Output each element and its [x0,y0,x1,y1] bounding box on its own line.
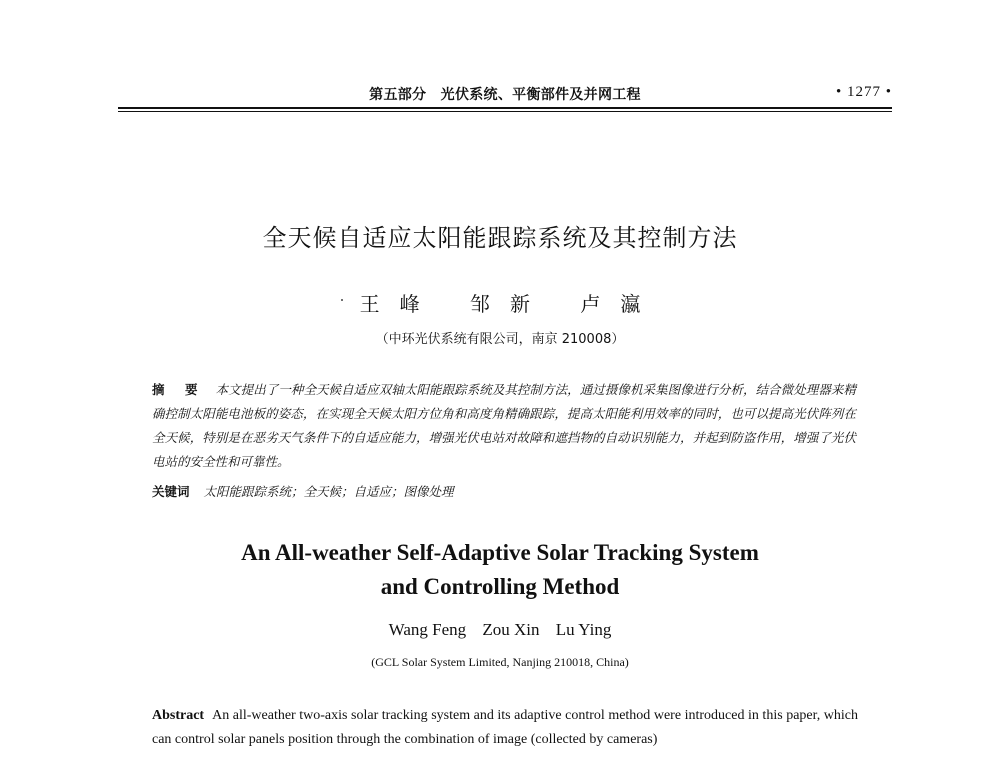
chinese-authors [0,288,1000,317]
english-title [0,536,1000,604]
header-rule-thin [118,111,892,112]
chinese-abstract-text: 本文提出了一种全天候自适应双轴太阳能跟踪系统及其控制方法，通过摄像机采集图像进行分析，结合微处理器来精确控制太阳能电池板的姿态，在实现全天候太阳方位角和高度角精确跟踪，提高太阳能利用效率的同时，也可以提高光伏阵列在全天候，特别是在恶劣天气条件下的自适应能力，增强光伏电站对故障和遮挡物的自动识别能力，并起到防盗作用，增强了光伏电站的安全性和可靠性。 [152,382,856,469]
header-rule-thick [118,107,892,109]
chinese-affiliation: （中环光伏系统有限公司，南京 210008） [375,332,625,347]
chinese-title: 全天候自适应太阳能跟踪系统及其控制方法 [262,224,738,252]
english-abstract [152,704,858,752]
chinese-author: 邹 新 [470,292,530,316]
english-abstract-label: Abstract [152,708,205,723]
chinese-abstract [152,378,856,474]
english-affiliation: (GCL Solar System Limited, Nanjing 210018, China) [371,655,629,669]
page-number: • 1277 • [835,84,892,100]
english-title-line-1: An All-weather Self-Adaptive Solar Tracking System [241,540,759,565]
chinese-keywords [152,482,856,500]
english-authors [0,620,1000,640]
chinese-abstract-label: 摘 要 [152,382,206,397]
chinese-author: 卢 瀛 [580,292,641,316]
english-abstract-text: An all-weather two-axis solar tracking system and its adaptive control method were introduced in this paper, which can control solar panels position through the combination of image (collected by cameras) [152,708,858,747]
chinese-keywords-text: 太阳能跟踪系统；全天候；自适应；图像处理 [203,484,454,499]
english-author: Zou Xin [482,620,540,639]
chinese-keywords-label: 关键词 [152,484,190,499]
english-author: Wang Feng [388,620,467,639]
english-author: Lu Ying [555,620,612,639]
running-header-section: 第五部分 光伏系统、平衡部件及并网工程 [369,87,641,103]
english-title-line-2: and Controlling Method [380,574,620,599]
chinese-author: 王 峰 [359,292,420,316]
running-header [118,84,892,106]
